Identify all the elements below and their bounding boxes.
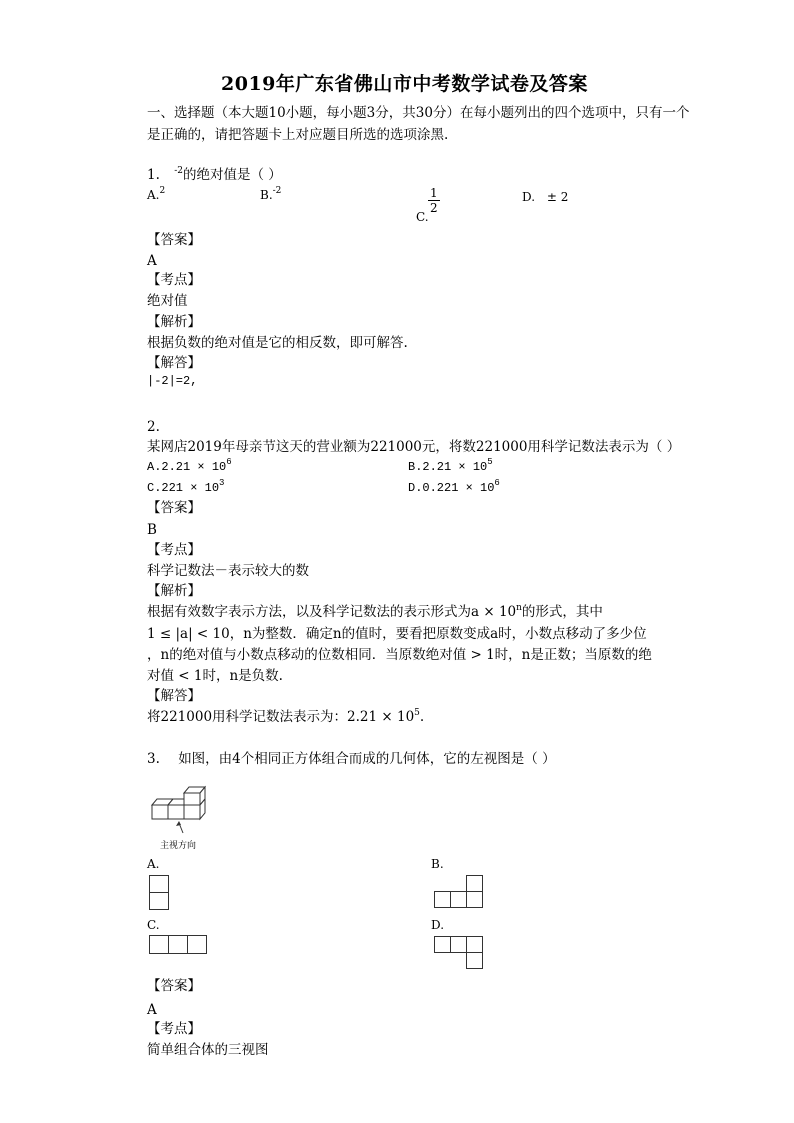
option-value: -2 [272, 186, 282, 196]
square [169, 936, 188, 954]
solution-exponent: 5 [414, 708, 420, 718]
q3-point: 简单组合体的三视图 [147, 1042, 269, 1058]
q1-number: 1. [147, 167, 160, 183]
square [451, 937, 467, 953]
q3-option-b-label: B. [431, 857, 444, 871]
q2-option-d [408, 478, 500, 495]
cube-front-face [168, 805, 184, 819]
q3-option-d-figure [433, 935, 485, 973]
option-value: ± 2 [546, 190, 569, 204]
option-exponent: 3 [219, 478, 225, 488]
q3-answer: A [147, 1002, 157, 1018]
q1-point: 绝对值 [147, 293, 188, 309]
square [435, 937, 451, 953]
q2-analysis-line3: ，n的绝对值与小数点移动的位数相同．当原数绝对值 > 1时，n是正数；当原数的绝 [147, 647, 652, 663]
analysis-text: 的形式，其中 [521, 604, 603, 620]
square [150, 936, 169, 954]
option-label: A. [147, 460, 162, 474]
option-label: D. [408, 481, 423, 495]
q1-solution-label: 【解答】 [147, 355, 201, 371]
cube-front-face [184, 805, 200, 819]
square [467, 876, 483, 892]
q2-analysis-line1 [147, 602, 603, 622]
q3-option-b-figure [433, 874, 485, 912]
q2-point-label: 【考点】 [147, 542, 201, 558]
option-label: C. [147, 481, 162, 495]
page-title: 2019年广东省佛山市中考数学试卷及答案 [221, 73, 588, 95]
q1-point-label: 【考点】 [147, 272, 201, 288]
q2-option-c [147, 478, 225, 495]
square [150, 893, 169, 910]
q3-option-c-figure [148, 934, 212, 956]
option-exponent: 6 [226, 457, 232, 467]
section-instruction-line1: 一、选择题（本大题10小题，每小题3分，共30分）在每小题列出的四个选项中，只有一个 [147, 105, 690, 121]
q1-option-a [147, 188, 165, 202]
q3-number: 3. [147, 751, 160, 767]
q1-answer-label: 【答案】 [147, 232, 201, 248]
square [188, 936, 207, 954]
q3-option-d-label: D. [431, 918, 445, 932]
fraction-numerator: 1 [430, 186, 438, 200]
option-label: B. [260, 188, 273, 202]
q2-solution-label: 【解答】 [147, 688, 201, 704]
cube-front-face [152, 805, 168, 819]
option-label: D. [522, 190, 536, 204]
option-label: A. [147, 188, 160, 202]
q2-stem: 某网店2019年母亲节这天的营业额为221000元，将数221000用科学记数法表示为（ ） [147, 439, 681, 455]
fraction [428, 186, 440, 215]
q2-answer: B [147, 522, 157, 538]
analysis-text: 根据有效数字表示方法，以及科学记数法的表示形式为a × 10 [147, 604, 517, 620]
option-value: 2 [159, 186, 166, 196]
q3-option-c-label: C. [147, 918, 160, 932]
analysis-exponent: n [516, 603, 522, 613]
square [467, 953, 483, 969]
q2-solution [147, 707, 424, 727]
q1-answer: A [147, 253, 157, 269]
q1-option-b [260, 188, 281, 202]
q2-analysis-label: 【解析】 [147, 583, 201, 599]
square [467, 892, 483, 908]
q3-answer-label: 【答案】 [147, 978, 201, 994]
q2-answer-label: 【答案】 [147, 500, 201, 516]
q1-analysis: 根据负数的绝对值是它的相反数，即可解答. [147, 335, 408, 351]
q2-option-b [408, 457, 493, 474]
q2-option-a [147, 457, 232, 474]
q2-analysis-line2: 1 ≤ |a| < 10，n为整数．确定n的值时，要看把原数变成a时，小数点移动了多少位 [147, 626, 647, 642]
q3-point-label: 【考点】 [147, 1021, 201, 1037]
q3-stem-text: 如图，由4个相同正方体组合而成的几何体，它的左视图是（ ） [178, 751, 556, 767]
q1-analysis-label: 【解析】 [147, 314, 201, 330]
q3-option-a-figure [148, 874, 172, 914]
q1-option-d [522, 190, 568, 204]
square [467, 937, 483, 953]
option-value: 2.21 × 10 [422, 460, 488, 474]
option-value: 221 × 10 [161, 481, 220, 495]
option-exponent: 6 [494, 478, 500, 488]
q2-number: 2. [147, 419, 160, 435]
q3-stem [147, 749, 556, 769]
option-label: C. [416, 210, 429, 224]
option-value: 2.21 × 10 [161, 460, 227, 474]
q1-stem-value: -2 [174, 166, 183, 176]
solution-text: . [419, 709, 425, 725]
q1-stem [147, 165, 282, 185]
square [435, 892, 451, 908]
q2-point: 科学记数法－表示较大的数 [147, 563, 309, 579]
fraction-denominator: 2 [430, 201, 438, 215]
q3-option-a-label: A. [147, 857, 160, 871]
option-exponent: 5 [487, 457, 493, 467]
q3-figure-caption: 主视方向 [160, 841, 197, 851]
cube-front-face [184, 793, 200, 805]
section-instruction-line2: 是正确的，请把答题卡上对应题目所选的选项涂黑. [147, 127, 449, 143]
q1-solution: |-2|=2, [147, 374, 198, 388]
square [150, 876, 169, 893]
option-label: B. [408, 460, 423, 474]
option-value: 0.221 × 10 [422, 481, 495, 495]
solution-text: 将221000用科学记数法表示为：2.21 × 10 [147, 709, 415, 725]
q2-analysis-line4: 对值 < 1时，n是负数. [147, 668, 283, 684]
square [451, 892, 467, 908]
q1-stem-text: 的绝对值是（ ） [182, 167, 282, 183]
